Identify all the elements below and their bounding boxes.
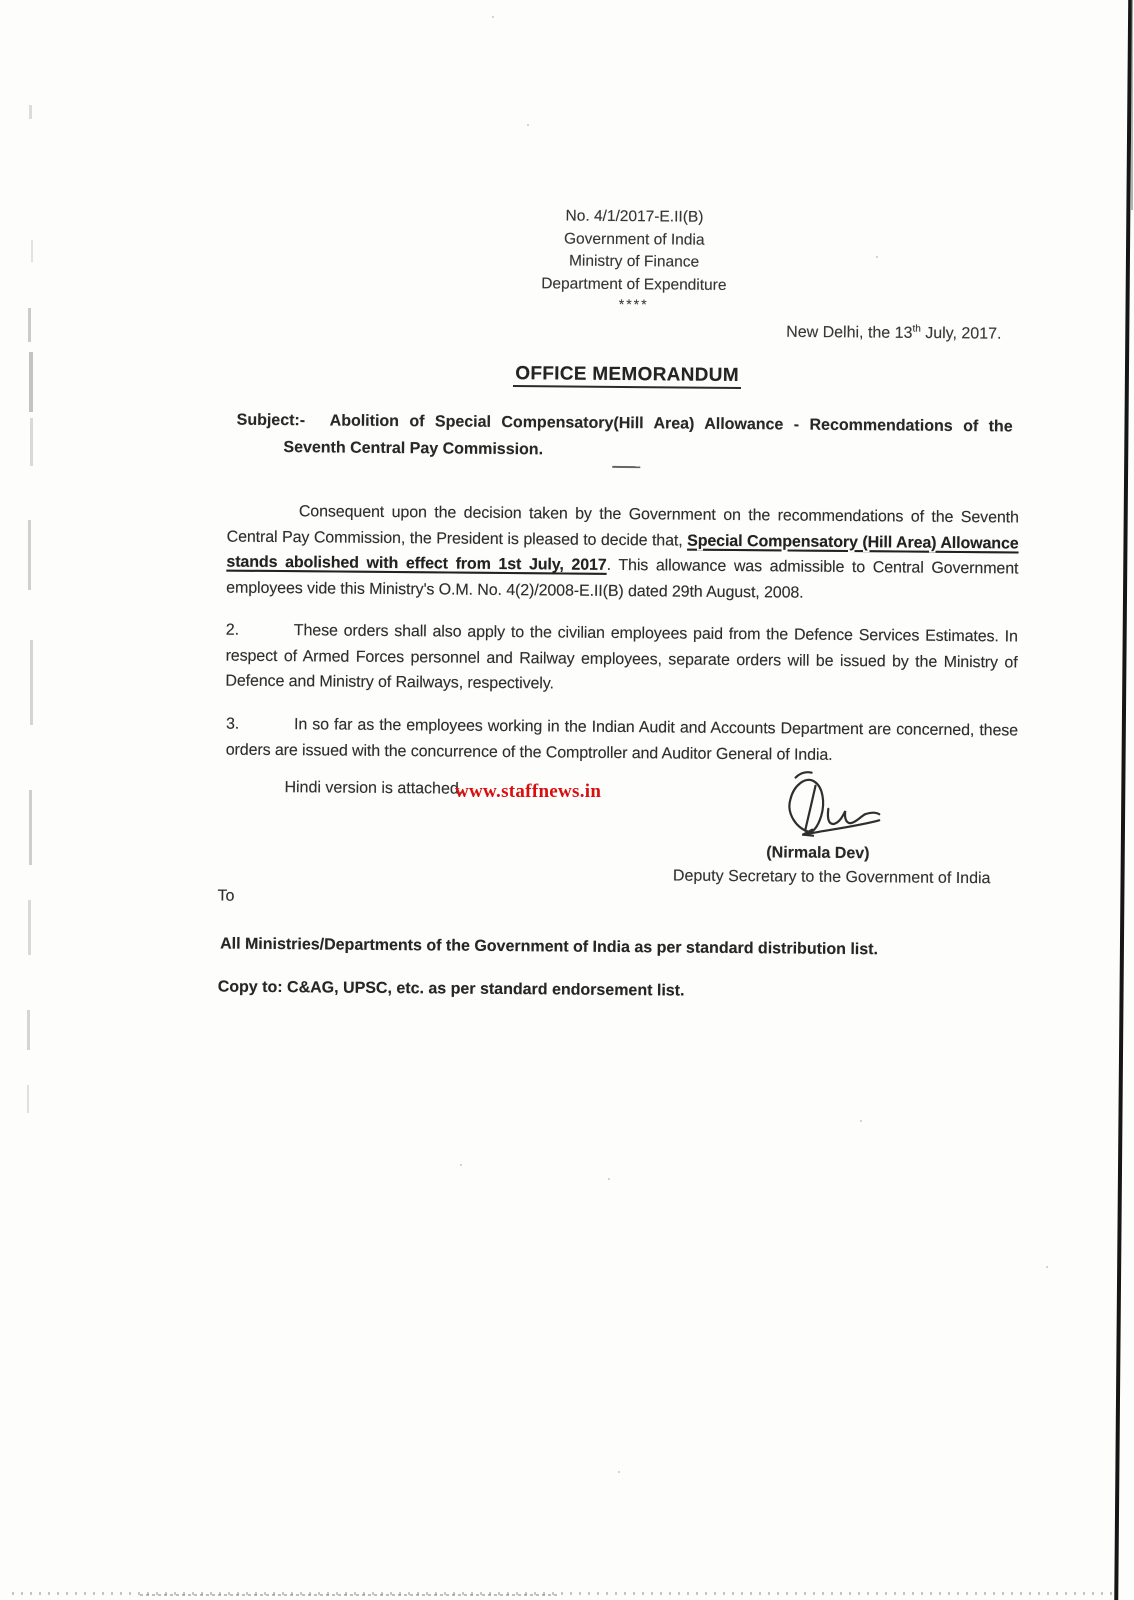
- scan-artifact: [27, 1010, 30, 1050]
- date-prefix: New Delhi, the 13: [786, 323, 913, 342]
- paragraph-1-text: Consequent upon the decision taken by the Government on the recommendations of the Seventh Central Pay Commission, the President is pleased to decide that,: [226, 503, 1019, 550]
- scan-artifact: [29, 790, 32, 865]
- reference-number: No. 4/1/2017-E.II(B): [565, 207, 704, 226]
- scan-speck: [608, 1178, 610, 1180]
- date-ordinal-suffix: th: [912, 323, 921, 335]
- subject-label: Subject:-: [236, 411, 306, 430]
- place-and-date-line: [621, 321, 1001, 344]
- scan-bottom-noise-dense: [140, 1594, 560, 1596]
- scan-artifact: [27, 1085, 29, 1113]
- scan-speck: [618, 1471, 620, 1473]
- subject-text: Abolition of Special Compensatory(Hill Area) Allowance - Recommendations of the Seventh Central Pay Commission.: [283, 412, 1013, 459]
- paragraph-2: [225, 618, 1018, 701]
- scan-speck: [1046, 1266, 1048, 1268]
- org-line-government: Government of India: [563, 230, 705, 249]
- paragraph-2-text: These orders shall also apply to the civilian employees paid from the Defence Services Estimates. In respect of Armed Forces personnel and Railway employees, separate orders will be issued by the Ministry of Defence and Ministry of Railways, respectively.: [225, 622, 1018, 693]
- scan-speck: [460, 1164, 462, 1166]
- letterhead: [234, 203, 1035, 316]
- to-label: To: [217, 887, 235, 905]
- hindi-version-note: Hindi version is attached.: [284, 779, 464, 798]
- staffnews-watermark: www.staffnews.in: [455, 781, 602, 802]
- scan-artifact: [28, 520, 31, 590]
- scan-artifact: [29, 352, 33, 412]
- signatory-name: (Nirmala Dev): [766, 844, 870, 863]
- copy-to-line: Copy to: C&AG, UPSC, etc. as per standard endorsement list.: [217, 978, 685, 1000]
- paragraph-1-tail: . This allowance was admissible to Central Government employees vide this Ministry's O.M. No. 4(2)/2008-E.II(B) dated 29th August, 2008.: [226, 556, 1019, 602]
- paragraph-2-number: 2.: [225, 621, 240, 639]
- scan-speck: [527, 124, 529, 126]
- date-suffix: July, 2017.: [920, 324, 1002, 343]
- paragraph-3-number: 3.: [225, 715, 240, 733]
- subject-separator-dash: [612, 466, 640, 468]
- scan-artifact: [31, 240, 33, 262]
- signatory-designation: Deputy Secretary to the Government of India: [672, 867, 991, 888]
- asterisk-separator: ****: [618, 295, 649, 313]
- scan-speck: [860, 1120, 862, 1122]
- document-title: OFFICE MEMORANDUM: [513, 363, 741, 389]
- scan-speck: [876, 256, 878, 258]
- distribution-line: All Ministries/Departments of the Government of India as per standard distribution list.: [220, 935, 879, 959]
- scan-artifact: [29, 105, 32, 119]
- paragraph-1: [226, 499, 1019, 608]
- scan-edge-ghost-line: [1131, 0, 1133, 210]
- paragraph-1-emphasis: Special Compensatory (Hill Area) Allowance stands abolished with effect from 1st July, 2017: [226, 532, 1019, 574]
- document-title-row: [227, 361, 1027, 390]
- scan-artifact: [30, 418, 33, 466]
- scan-artifact: [30, 640, 33, 725]
- scan-speck: [492, 16, 494, 18]
- paragraph-3-text: In so far as the employees working in the Indian Audit and Accounts Department are concerned, these orders are issued with the concurrence of the Comptroller and Auditor General of India.: [225, 716, 1019, 764]
- paragraph-3: [226, 712, 1018, 770]
- scan-artifact: [28, 308, 31, 342]
- scan-artifact: [28, 900, 31, 955]
- signature-image: [783, 767, 884, 840]
- org-line-ministry: Ministry of Finance: [568, 252, 700, 271]
- org-line-department: Department of Expenditure: [541, 274, 727, 294]
- subject-block: [236, 407, 1012, 468]
